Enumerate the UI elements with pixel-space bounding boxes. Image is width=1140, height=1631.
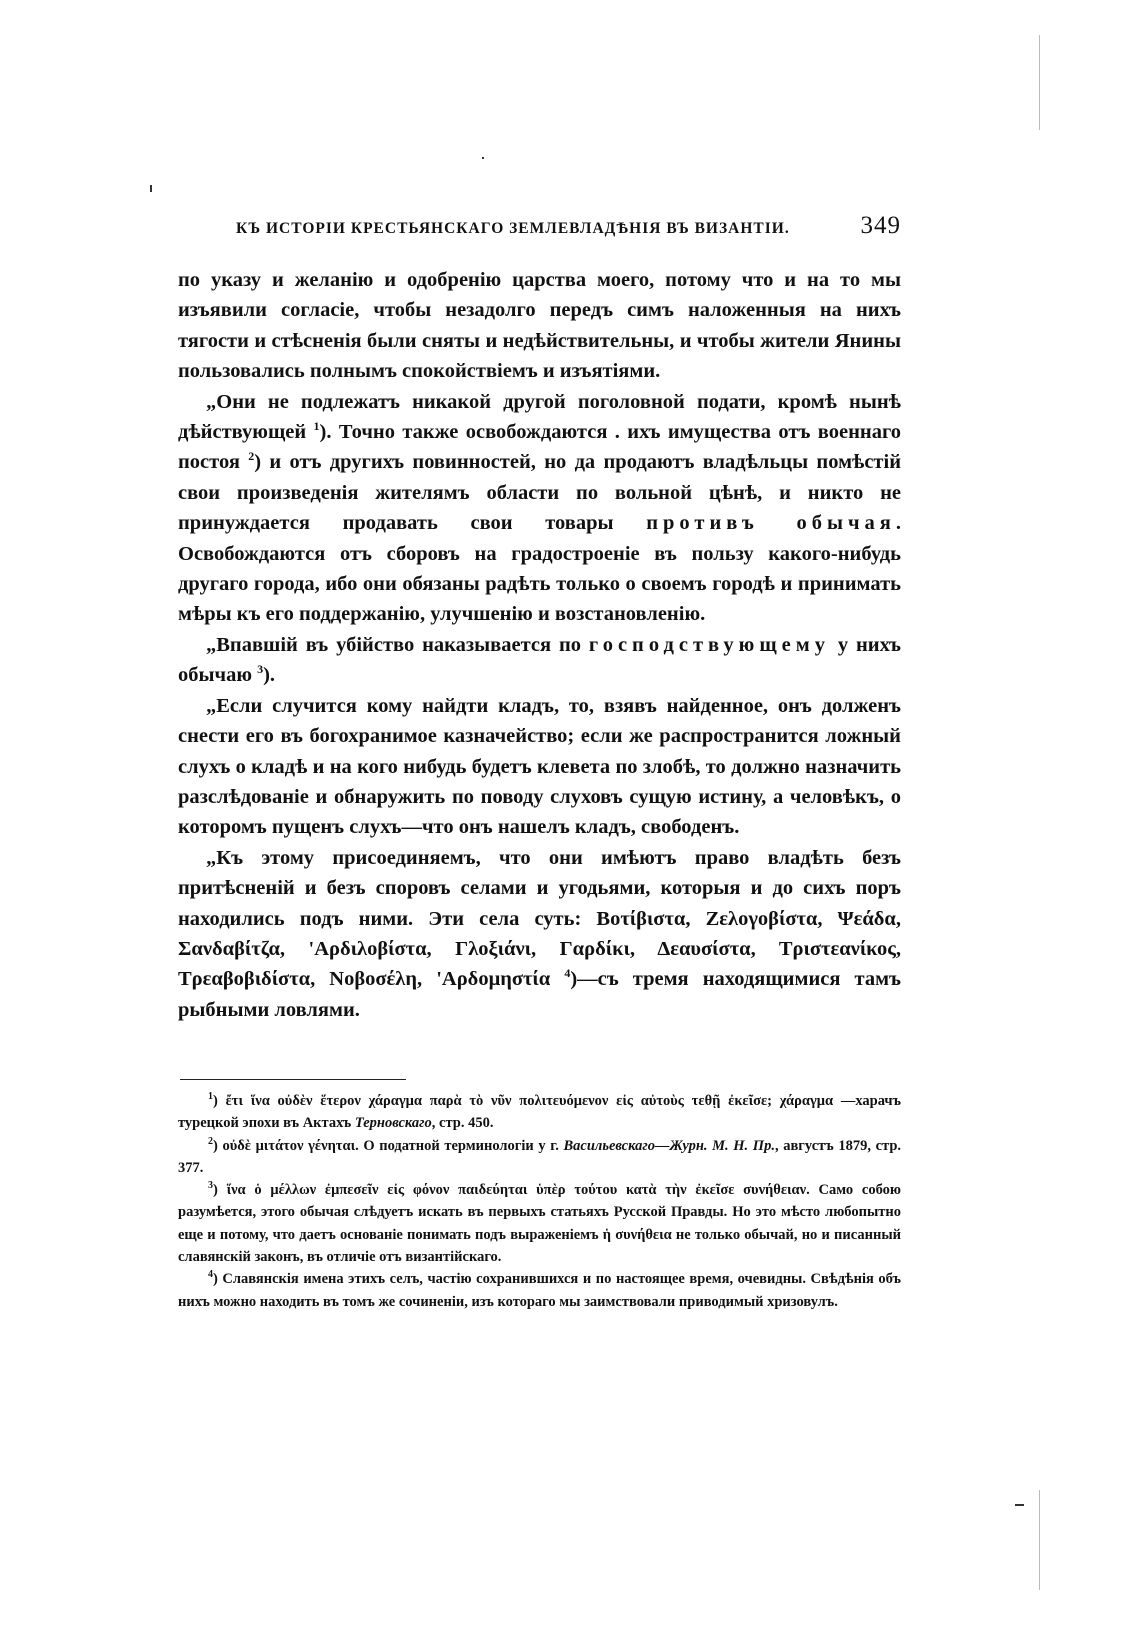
footnote-text: ) ἔτι ἵνα οὐδὲν ἕτερον χάραγμα παρὰ τὸ νῦν πολιτευόμενον εἰς αὐτοὺς τεθῇ ἐκεῖσε; χάραγμα —харачъ турецкой эпохи въ Актахъ: [178, 1093, 901, 1132]
footnote: [178, 1135, 901, 1180]
paragraph-text: „Впавшій въ убійство наказывается по: [206, 633, 582, 656]
footnote-italic: Терновскаго: [354, 1115, 432, 1132]
footnote: [178, 1090, 901, 1135]
footnote-ref: 3: [257, 662, 264, 677]
paragraph-text: у нихъ обычаю: [178, 633, 901, 687]
footnote-text: , августъ 1879, стр. 377.: [178, 1137, 902, 1176]
page-header: [236, 212, 901, 250]
paragraph-text: ). Точно также освобождаются . ихъ имущества отъ военнаго постоя: [178, 421, 901, 474]
paragraph-text: „Если случится кому найдти кладъ, то, взявъ найденное, онъ долженъ снести его въ богохранимое казначейство; если же распространится ложный слухъ о кладѣ и на кого нибудь будетъ клевета по злобѣ, то должно назначить разслѣдованіе и обнаружить по поводу слуховъ сущую истину, а человѣкъ, о которомъ пущенъ слухъ—что онъ нашелъ кладъ, свободенъ.: [178, 694, 901, 839]
paragraph: [178, 387, 901, 630]
paragraph-text: ).: [263, 664, 276, 687]
paragraph: [178, 630, 901, 691]
paragraph-text: . Освобождаются отъ сборовъ на градостроеніе въ пользу какого-нибудь другаго города, ибо они обязаны радѣть только о своемъ городѣ и принимать мѣры къ его поддержанію, улучшенію и возстановленію.: [178, 512, 902, 626]
paragraph: [178, 265, 901, 387]
paragraph-text: ) и отъ другихъ повинностей, но да продаютъ владѣльцы помѣстій свои произведенія жителямъ области по вольной цѣнѣ, и никто не принуждается продавать свои товары: [178, 451, 902, 535]
footnote: [178, 1268, 901, 1313]
margin-speck: [1039, 1490, 1040, 1590]
footnote-text: ) Славянскія имена этихъ селъ, частію сохранившихся и по настоящее время, очевидны. Свѣдѣнія объ нихъ можно находить въ томъ же сочиненіи, изъ котораго мы заимствовали приводимый хризовулъ.: [178, 1271, 901, 1310]
footnote-text: ) ἵνα ὁ μέλλων ἐμπεσεῖν εἰς φόνον παιδεύηται ὑπὲρ τούτου κατὰ τὴν ἐκεῖσε συνήθειαν. Само собою разумѣется, этого обычая слѣдуетъ искать въ первыхъ статьяхъ Русской Правды. Но это мѣсто любопытно еще и потому, что даетъ основаніе понимать подъ выраженіемъ ἡ συνήθεια не только обычай, но и писанный славянскій законъ, въ отличіе отъ византійскаго.: [178, 1182, 901, 1266]
footnote-text: ) οὐδὲ μιτάτον γένηται. О податной терминологіи у г.: [213, 1137, 559, 1154]
paragraph: [178, 843, 901, 1025]
footnote-mark: 2: [208, 1135, 213, 1147]
footnotes: [178, 1090, 901, 1313]
footnote-divider: [180, 1079, 406, 1080]
margin-speck: [150, 185, 152, 192]
footnote-italic: Васильевскаго—Журн. М. Н. Пр.: [563, 1137, 775, 1154]
footnote-ref: 1: [313, 419, 320, 434]
spaced-emphasis: господствующему: [588, 633, 830, 656]
margin-speck: [1039, 35, 1040, 130]
footnote-text: , стр. 450.: [431, 1115, 494, 1132]
footnote-ref: 2: [248, 449, 255, 464]
footnote-mark: 1: [208, 1091, 213, 1103]
paragraph: [178, 691, 901, 843]
footnote: [178, 1179, 901, 1268]
paragraph-text: „Къ этому присоединяемъ, что они имѣютъ право владѣть безъ притѣсненій и безъ споровъ селами и угодьями, которыя и до сихъ поръ находились подъ ними. Эти села суть: Βοτίβιστα, Ζελογοβίστα, Ψεάδα, Σανδαβίτζα, 'Αρδιλοβίστα, Γλοξιάνι, Γαρδίκι, Δεαυσίστα, Τριστεανίκος, Τρεαβοβιδίστα, Νοβοσέλη, 'Αρδομηστία: [178, 846, 901, 991]
footnote-mark: 4: [208, 1269, 213, 1281]
margin-speck: [482, 157, 484, 159]
spaced-emphasis: противъ обычая: [646, 512, 896, 535]
footnote-mark: 3: [208, 1180, 213, 1192]
footnote-ref: 4: [564, 966, 571, 981]
paragraph-text: „Они не подлежатъ никакой другой поголовной подати, кромѣ нынѣ дѣйствующей: [178, 390, 901, 444]
running-title: КЪ ИСТОРІИ КРЕСТЬЯНСКАГО ЗЕМЛЕВЛАДѢНІЯ ВЪ ВИЗАНТІИ.: [236, 220, 790, 237]
paragraph-text: по указу и желанію и одобренію царства моего, потому что и на то мы изъявили согласіе, чтобы незадолго передъ симъ наложенныя на нихъ тягости и стѣсненія были сняты и недѣйствительны, и чтобы жители Янины пользовались полнымъ спокойствіемъ и изъятіями.: [178, 269, 901, 383]
page-number: 349: [860, 212, 901, 239]
main-text: [178, 265, 901, 1025]
margin-speck: [1015, 1504, 1024, 1506]
paragraph-text: )—съ тремя находящимися тамъ рыбными ловлями.: [178, 968, 901, 1021]
